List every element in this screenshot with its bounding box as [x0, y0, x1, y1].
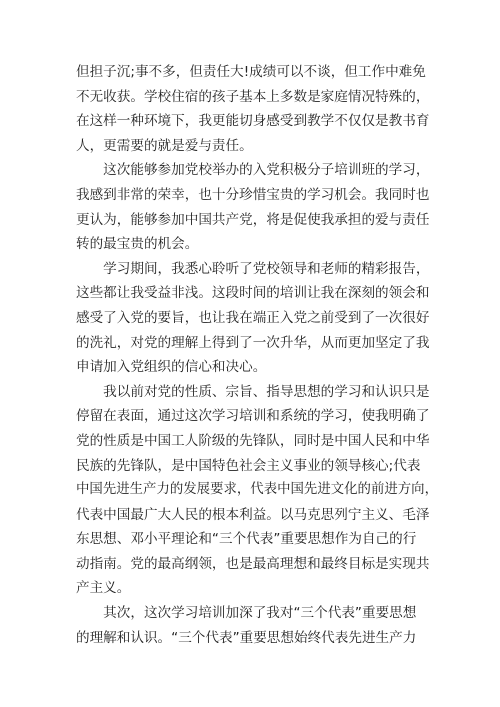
- text-line: 东思想、邓小平理论和“三个代表”重要思想作为自己的行: [76, 531, 417, 548]
- text-line: 我以前对党的性质、宗旨、指导思想的学习和认识只是: [76, 383, 430, 400]
- text-line: 不无收获。学校住宿的孩子基本上多数是家庭情况特殊的，: [76, 88, 430, 105]
- text-line: 这次能够参加党校举办的入党积极分子培训班的学习，: [76, 162, 430, 179]
- text-line: 感受了入党的要旨，也让我在端正入党之前受到了一次很好: [76, 309, 430, 326]
- text-line: 更认为，能够参加中国共产党，将是促使我承担的爱与责任: [76, 211, 430, 228]
- text-line: 中国先进生产力的发展要求，代表中国先进文化的前进方向，: [76, 482, 438, 498]
- text-line: 人，更需要的就是爱与责任。: [76, 137, 253, 154]
- text-line: 代表中国最广大人民的根本利益。以马克思列宁主义、毛泽: [76, 506, 430, 523]
- document-body: [76, 60, 438, 650]
- text-line: 这些都让我受益非浅。这段时间的培训让我在深刻的领会和: [76, 285, 430, 302]
- text-line: 党的性质是中国工人阶级的先锋队，同时是中国人民和中华: [76, 432, 430, 449]
- text-line: 我感到非常的荣幸，也十分珍惜宝贵的学习机会。我同时也: [76, 186, 430, 203]
- text-line: 学习期间，我悉心聆听了党校领导和老师的精彩报告，: [76, 260, 430, 277]
- text-line: 产主义。: [76, 580, 131, 597]
- text-line: 但担子沉;事不多，但责任大!成绩可以不谈，但工作中难免: [76, 64, 426, 80]
- text-line: 在这样一种环境下，我更能切身感受到教学不仅仅是教书育: [76, 113, 430, 130]
- text-line: 民族的先锋队，是中国特色社会主义事业的领导核心;代表: [76, 457, 421, 474]
- text-line: 其次，这次学习培训加深了我对“三个代表”重要思想: [76, 605, 417, 622]
- text-line: 动指南。党的最高纲领，也是最高理想和最终目标是实现共: [76, 555, 430, 572]
- text-line: 的理解和认识。“三个代表”重要思想始终代表先进生产力: [76, 629, 417, 646]
- text-line: 停留在表面，通过这次学习培训和系统的学习，使我明确了: [76, 408, 430, 425]
- text-line: 申请加入党组织的信心和决心。: [76, 359, 267, 376]
- text-line: 的洗礼，对党的理解上得到了一次升华，从而更加坚定了我: [76, 334, 430, 351]
- text-line: 转的最宝贵的机会。: [76, 236, 199, 253]
